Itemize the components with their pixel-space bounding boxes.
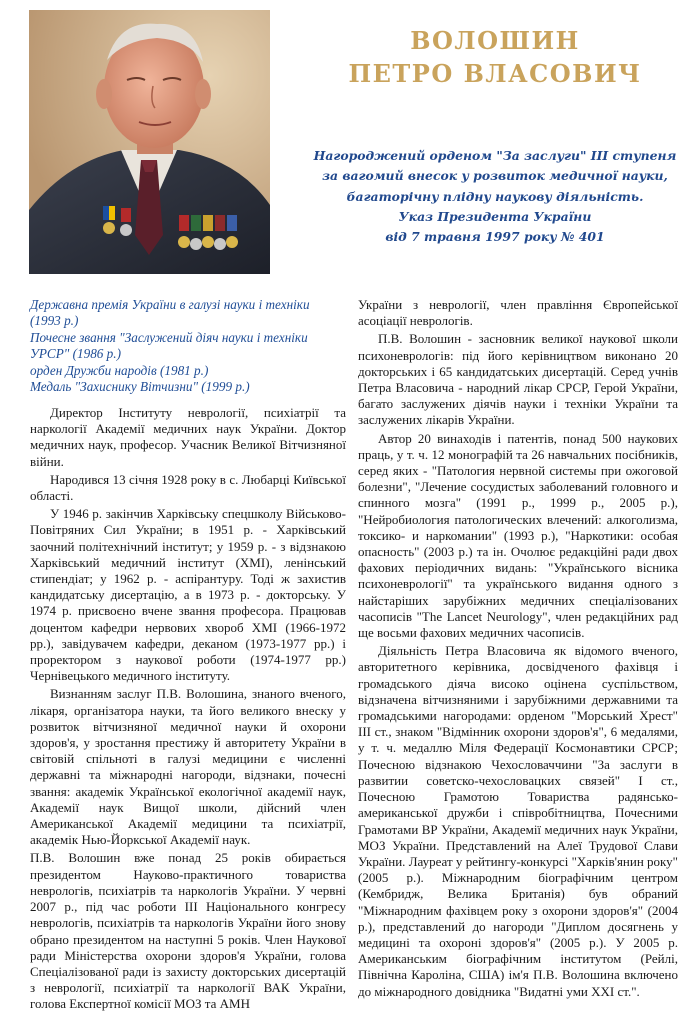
name-heading	[310, 24, 680, 90]
body-paragraph: Діяльність Петра Власовича як відомого вченого, авторитетного керівника, досвідченого фахівця і громадського діяча високо оцінена суспільством, відзначена вітчизняними і зарубіжними державними та громадськими нагородами: орденом "Морський Хрест" III ст., знаком "Відмінник охорони здоров'я", 6 медалями, у т. ч. медаллю Міля Федерації Космонавтики СРСР; Почесною відзнакою Чехословаччини "За заслуги в развитии советско-чехословацких связей" I ст., Почесною Грамотою Товариства радянсько-американської дружби і співробітництва, Почесними Грамотами ВР України, Академії медичних наук України, МОЗ України. Представлений на Алеї Трудової Слави України. Лауреат у рейтингу-конкурсі "Харків'янин року" (2005 р.). Міжнародним біографічним центром (Кембридж, Велика Британія) був обраний "Міжнародним фахівцем року з охорони здоров'я" (2004 р.), представлений до нагороди "Диплом досягнень у медицині та охороні здоров'я" (2005 р.). У 2005 р. Американським біографічним інститутом (Рейлі, Північна Кароліна, США) ім'я П.В. Волошина включено до міжнародного довідника "Видатні уми ХХІ ст.".	[358, 643, 678, 999]
honor-item: орден Дружби народів (1981 р.)	[30, 362, 209, 378]
given-names: ПЕТРО ВЛАСОВИЧ	[348, 59, 642, 88]
award-statement	[306, 146, 684, 247]
portrait-photo	[29, 10, 270, 274]
award-line: Указ Президента України	[398, 208, 592, 224]
body-paragraph: України з неврології, член правління Європейської асоціації неврологів.	[358, 297, 678, 329]
body-column-right	[358, 297, 678, 1002]
award-line: від 7 травня 1997 року № 401	[385, 229, 605, 245]
portrait-illustration	[29, 10, 270, 274]
honor-item: (1993 р.)	[30, 313, 79, 329]
body-paragraph: Народився 13 січня 1928 року в с. Любарці Київської області.	[30, 471, 346, 504]
body-paragraph: П.В. Волошин - засновник великої наукової школи психоневрологів: під його керівництвом виконано 20 докторських і 65 кандидатських дисертацій. Серед учнів Петра Власовича - народний лікар СРСР, Герой України, багато заслужених діячів науки і техніки України та заслужених лікарів України.	[358, 331, 678, 428]
award-line: Нагороджений орденом "За заслуги" III ступеня	[313, 148, 677, 163]
body-paragraph: У 1946 р. закінчив Харківську спецшколу Військово-Повітряних Сил України; в 1951 р. - Харківський заочний політехнічний інститут; у 1959 р. - з відзнакою Харківський медичний інститут (ХМІ), ленінський стипендіат; у 1962 р. - аспірантуру. Тоді ж захистив кандидатську дисертацію, а в 1973 р. - докторську. У 1974 р. присвоєно вчене звання професора. Працював доцентом кафедри нервових хвороб ХМІ (1966-1972 рр.), завідувачем кафедри, деканом (1973-1977 рр.) і проректором з наукової роботи (1974-1977 рр.) Чернівецького медичного інституту.	[30, 506, 346, 684]
surname: ВОЛОШИН	[410, 26, 580, 55]
honor-item: Медаль "Захиснику Вітчизни" (1999 р.)	[30, 379, 250, 395]
honors-list	[30, 297, 335, 395]
honor-item: Почесне звання "Заслужений діяч науки і техніки	[30, 329, 308, 345]
body-paragraph: Визнанням заслуг П.В. Волошина, знаного вченого, лікаря, організатора науки, та його великого внеску у розвиток вітчизняної медичної науки й охорони здоров'я, у зростання престижу й авторитету України в світовій спільноті в галузі медицини є численні державні та міжнародні нагороди, відзнаки, почесні звання: академік Української екологічної академії наук, Академії наук Вищої школи, дійсний член Американської Академії медицини та психіатрії, академік Нью-Йоркської Академії наук.	[30, 686, 346, 848]
honor-item: УРСР" (1986 р.)	[30, 346, 121, 362]
body-paragraph: Автор 20 винаходів і патентів, понад 500 наукових праць, у т. ч. 12 монографій та 26 навчальних посібників, серед яких - "Патология нервной системы при ожоговой болезни", "Лечение сосудистых заболеваний головного и спинного мозга" (1991 р., 1999 р., 2005 р.), "Нейробиология патологических влечений: алкоголизма, токсико- и наркомании" (1993 р.), "Наркотики: особая опасность" (2003 р.) та ін. Очолює редакційні ради двох фахових періодичних видань: "Українського вісника психоневрології" та українського видання одного з найстаріших зарубіжних медичних спеціалізованих часописів "The Lancet Neurology", член редакційних рад ще восьми фахових медичних часописів.	[358, 430, 678, 641]
body-paragraph: П.В. Волошин вже понад 25 років обирається президентом Науково-практичного товариства неврологів, психіатрів та наркологів України. У червні 2007 р., під час роботи III Національного конгресу неврологів, психіатрів та наркологів України його знову обрано президентом на наступні 5 років. Член Наукової ради Міністерства охорони здоров'я України, голова Спеціалізованої ради із захисту докторських дисертацій з неврології, психіатрії та наркології ВАК України, голова Експертної комісії МОЗ та АМН	[30, 850, 346, 1012]
award-line: багаторічну плідну наукову діяльність.	[346, 188, 644, 204]
body-paragraph: Директор Інституту неврології, психіатрії та наркології Академії медичних наук України. Доктор медичних наук, професор. Учасник Великої Вітчизняної війни.	[30, 405, 346, 469]
honor-item: Державна премія України в галузі науки і техніки	[30, 297, 310, 312]
body-column-left	[30, 405, 346, 1015]
award-line: за вагомий внесок у розвиток медичної науки,	[322, 168, 668, 184]
